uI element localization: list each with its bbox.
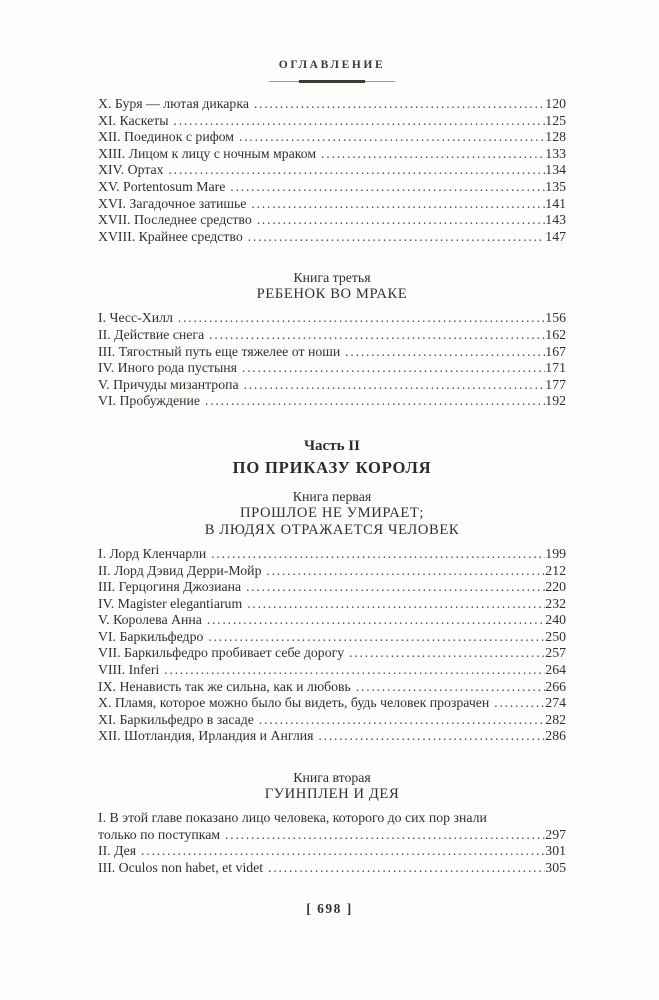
heading-line: Книга третья — [293, 270, 371, 286]
dot-leader — [208, 629, 545, 646]
toc-entry-page: 167 — [545, 343, 566, 359]
toc-entry-title: III. Тягостный путь еще тяжелее от ноши — [98, 343, 341, 359]
toc-entry-page: 305 — [545, 859, 566, 875]
heading-line: РЕБЕНОК ВО МРАКЕ — [256, 286, 408, 303]
header-rule-ornament — [269, 80, 395, 83]
toc-entry-title: XI. Каскеты — [98, 112, 169, 128]
toc-entry-title: III. Oculos non habet, et videt — [98, 859, 264, 875]
toc-sections — [98, 96, 566, 876]
dot-leader — [318, 728, 545, 745]
toc-entry-title: XV. Portentosum Mare — [98, 178, 226, 194]
dot-leader — [230, 179, 545, 196]
toc-entry-page: 232 — [545, 595, 566, 611]
toc-entry — [98, 827, 566, 844]
toc-entry-title: VI. Пробуждение — [98, 393, 200, 409]
heading-line: ГУИНПЛЕН И ДЕЯ — [264, 786, 400, 803]
toc-entry-page: 156 — [545, 310, 566, 326]
toc-entry — [98, 546, 566, 563]
toc-entry-title: V. Королева Анна — [98, 612, 202, 628]
dot-leader — [225, 827, 545, 844]
toc-entry-title: XII. Поединок с рифом — [98, 129, 235, 145]
toc-entry-page: 171 — [545, 360, 566, 376]
dot-leader — [209, 327, 545, 344]
toc-entry-title: XIII. Лицом к лицу с ночным мраком — [98, 145, 317, 161]
toc-entry-title: XVIII. Крайнее средство — [98, 228, 243, 244]
toc-entry-title: XI. Баркильфедро в засаде — [98, 711, 254, 727]
dot-leader — [174, 113, 546, 130]
toc-entry-title: V. Причуды мизантропа — [98, 376, 239, 392]
toc-entry-page: 286 — [545, 728, 566, 744]
dot-leader — [494, 695, 545, 712]
toc-entry-title: I. Чесс-Хилл — [98, 310, 173, 326]
toc-entry-page: 199 — [545, 545, 566, 561]
toc-entry — [98, 695, 566, 712]
toc-entry-page: 250 — [545, 628, 566, 644]
folio-page-number: [ 698 ] — [306, 901, 353, 916]
page-content — [98, 0, 566, 876]
toc-entry-page: 266 — [545, 678, 566, 694]
dot-leader — [248, 229, 546, 246]
dot-leader — [268, 860, 545, 877]
dot-leader — [254, 96, 545, 113]
toc-entry — [98, 113, 566, 130]
toc-entry-page: 274 — [545, 695, 566, 711]
toc-entry — [98, 629, 566, 646]
toc-entry — [98, 843, 566, 860]
toc-entry — [98, 162, 566, 179]
toc-entry-title: III. Герцогиня Джозиана — [98, 579, 242, 595]
toc-entry-page: 128 — [545, 129, 566, 145]
toc-entry — [98, 146, 566, 163]
toc-entry-page: 240 — [545, 612, 566, 628]
book-heading — [98, 769, 566, 803]
toc-entry — [98, 712, 566, 729]
toc-entry — [98, 579, 566, 596]
toc-entry — [98, 645, 566, 662]
dot-leader — [211, 546, 545, 563]
toc-entry-page: 133 — [545, 145, 566, 161]
heading-line: ПО ПРИКАЗУ КОРОЛЯ — [232, 457, 432, 477]
toc-entry-page: 212 — [545, 562, 566, 578]
heading-line: Книга первая — [292, 488, 372, 504]
toc-entry-page: 162 — [545, 326, 566, 342]
dot-leader — [244, 377, 546, 394]
toc-entry-page: 135 — [545, 178, 566, 194]
dot-leader — [207, 612, 545, 629]
toc-entry — [98, 327, 566, 344]
toc-entry-title: XIV. Ортах — [98, 162, 164, 178]
toc-entry — [98, 196, 566, 213]
toc-entry-list — [98, 310, 566, 410]
toc-entry — [98, 212, 566, 229]
toc-entry-list — [98, 810, 566, 876]
toc-entry-page: 177 — [545, 376, 566, 392]
toc-entry-title: II. Дея — [98, 843, 137, 859]
toc-entry-page: 282 — [545, 711, 566, 727]
heading-line: Книга вторая — [293, 770, 371, 786]
dot-leader — [356, 679, 545, 696]
toc-entry-page: 120 — [545, 96, 566, 111]
toc-entry-page: 147 — [545, 228, 566, 244]
toc-entry-page: 220 — [545, 579, 566, 595]
toc-entry-title: X. Буря — лютая дикарка — [98, 96, 249, 111]
toc-entry — [98, 679, 566, 696]
toc-entry — [98, 310, 566, 327]
dot-leader — [259, 712, 545, 729]
toc-entry-list — [98, 96, 566, 245]
toc-entry-title: XVII. Последнее средство — [98, 212, 252, 228]
toc-entry — [98, 563, 566, 580]
toc-entry-title: I. Лорд Кленчарли — [98, 545, 207, 561]
toc-entry-page: 125 — [545, 112, 566, 128]
toc-entry — [98, 360, 566, 377]
toc-entry — [98, 860, 566, 877]
heading-line: В ЛЮДЯХ ОТРАЖАЕТСЯ ЧЕЛОВЕК — [204, 521, 460, 538]
dot-leader — [164, 662, 545, 679]
dot-leader — [178, 310, 545, 327]
dot-leader — [246, 579, 545, 596]
toc-entry-title: II. Лорд Дэвид Дерри-Мойр — [98, 562, 262, 578]
dot-leader — [321, 146, 545, 163]
toc-entry-page: 134 — [545, 162, 566, 178]
toc-entry-line1: I. В этой главе показано лицо человека, которого до сих пор знали — [98, 810, 487, 826]
toc-entry-title: VI. Баркильфедро — [98, 628, 204, 644]
toc-entry — [98, 662, 566, 679]
dot-leader — [349, 645, 545, 662]
part-heading — [98, 436, 566, 478]
book-heading — [98, 269, 566, 303]
toc-entry — [98, 344, 566, 361]
toc-entry-title: VII. Баркильфедро пробивает себе дорогу — [98, 645, 345, 661]
dot-leader — [239, 129, 545, 146]
toc-entry-title: XII. Шотландия, Ирландия и Англия — [98, 728, 314, 744]
toc-entry-title: VIII. Inferi — [98, 662, 160, 678]
toc-entry-page: 301 — [545, 843, 566, 859]
toc-entry-page: 264 — [545, 662, 566, 678]
toc-entry-title: IV. Иного рода пустыня — [98, 360, 238, 376]
toc-entry-title: II. Действие снега — [98, 326, 205, 342]
toc-entry — [98, 377, 566, 394]
heading-line: ПРОШЛОЕ НЕ УМИРАЕТ; — [239, 504, 425, 521]
toc-entry — [98, 96, 566, 113]
dot-leader — [141, 843, 545, 860]
dot-leader — [251, 196, 545, 213]
toc-entry — [98, 728, 566, 745]
toc-entry-page: 297 — [545, 826, 566, 842]
toc-entry — [98, 393, 566, 410]
dot-leader — [205, 393, 545, 410]
toc-entry — [98, 129, 566, 146]
toc-entry-title: IV. Magister elegantiarum — [98, 595, 243, 611]
dot-leader — [266, 563, 545, 580]
toc-entry-page: 257 — [545, 645, 566, 661]
toc-entry — [98, 612, 566, 629]
toc-entry-list — [98, 546, 566, 745]
toc-entry-title: XVI. Загадочное затишье — [98, 195, 247, 211]
toc-entry-page: 141 — [545, 195, 566, 211]
toc-entry-title: только по поступкам — [98, 826, 221, 842]
toc-entry-page: 143 — [545, 212, 566, 228]
toc-entry-title: IX. Ненависть так же сильна, как и любовь — [98, 678, 351, 694]
heading-line: Часть II — [304, 437, 360, 454]
toc-entry — [98, 179, 566, 196]
toc-entry — [98, 229, 566, 246]
page-title: ОГЛАВЛЕНИЕ — [278, 59, 386, 71]
dot-leader — [247, 596, 545, 613]
book-heading — [98, 488, 566, 539]
dot-leader — [169, 162, 546, 179]
toc-entry — [98, 596, 566, 613]
toc-entry-page: 192 — [545, 393, 566, 409]
dot-leader — [345, 344, 545, 361]
dot-leader — [257, 212, 546, 229]
dot-leader — [242, 360, 545, 377]
toc-entry-title: X. Пламя, которое можно было бы видеть, будь человек прозрачен — [98, 695, 490, 711]
